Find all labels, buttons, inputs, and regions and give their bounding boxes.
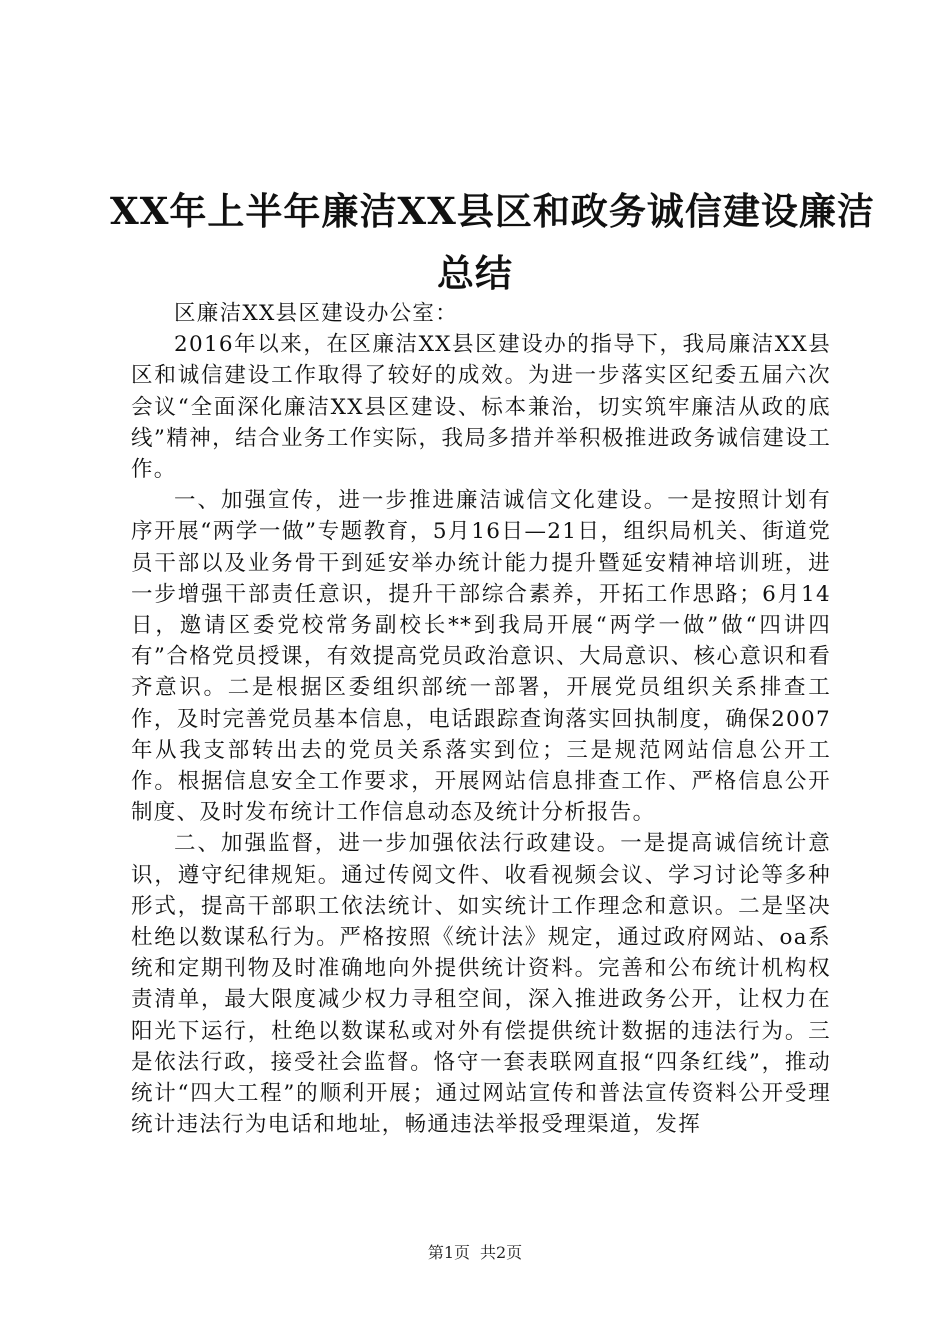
salutation: 区廉洁XX县区建设办公室：: [174, 301, 459, 326]
page-footer: [0, 1243, 950, 1263]
page-number: 第1页: [427, 1243, 470, 1262]
paragraph-intro: 2016年以来，在区廉洁XX县区建设办的指导下，我局廉洁XX县区和诚信建设工作取得了较好的成效。为进一步落实区纪委五届六次会议“全面深化廉洁XX县区建设、标本兼治，切实筑牢廉洁从政的底线”精神，结合业务工作实际，我局多措并举积极推进政务诚信建设工作。: [131, 332, 831, 483]
paragraph-section-two: 二、加强监督，进一步加强依法行政建设。一是提高诚信统计意识，遵守纪律规矩。通过传阅文件、收看视频会议、学习讨论等多种形式，提高干部职工依法统计、如实统计工作理念和意识。二是坚决杜绝以数谋私行为。严格按照《统计法》规定，通过政府网站、oa系统和定期刊物及时准确地向外提供统计资料。完善和公布统计机构权责清单，最大限度减少权力寻租空间，深入推进政务公开，让权力在阳光下运行，杜绝以数谋私或对外有偿提供统计数据的违法行为。三是依法行政，接受社会监督。恪守一套表联网直报“四条红线”，推动统计“四大工程”的顺利开展；通过网站宣传和普法宣传资料公开受理统计违法行为电话和地址，畅通违法举报受理渠道，发挥: [131, 831, 831, 1138]
document-title: [110, 180, 875, 304]
document-body: [131, 298, 831, 1140]
page-total: 共2页: [480, 1243, 523, 1262]
title-line-2: 总结: [437, 251, 513, 295]
paragraph-section-one: 一、加强宣传，进一步推进廉洁诚信文化建设。一是按照计划有序开展“两学一做”专题教育，5月16日—21日，组织局机关、街道党员干部以及业务骨干到延安举办统计能力提升暨延安精神培训班，进一步增强干部责任意识，提升干部综合素养，开拓工作思路；6月14日，邀请区委党校常务副校长**到我局开展“两学一做”做“四讲四有”合格党员授课，有效提高党员政治意识、大局意识、核心意识和看齐意识。二是根据区委组织部统一部署，开展党员组织关系排查工作，及时完善党员基本信息，电话跟踪查询落实回执制度，确保2007年从我支部转出去的党员关系落实到位；三是规范网站信息公开工作。根据信息安全工作要求，开展网站信息排查工作、严格信息公开制度、及时发布统计工作信息动态及统计分析报告。: [131, 488, 831, 826]
title-line-1: XX年上半年廉洁XX县区和政务诚信建设廉洁: [110, 189, 875, 233]
